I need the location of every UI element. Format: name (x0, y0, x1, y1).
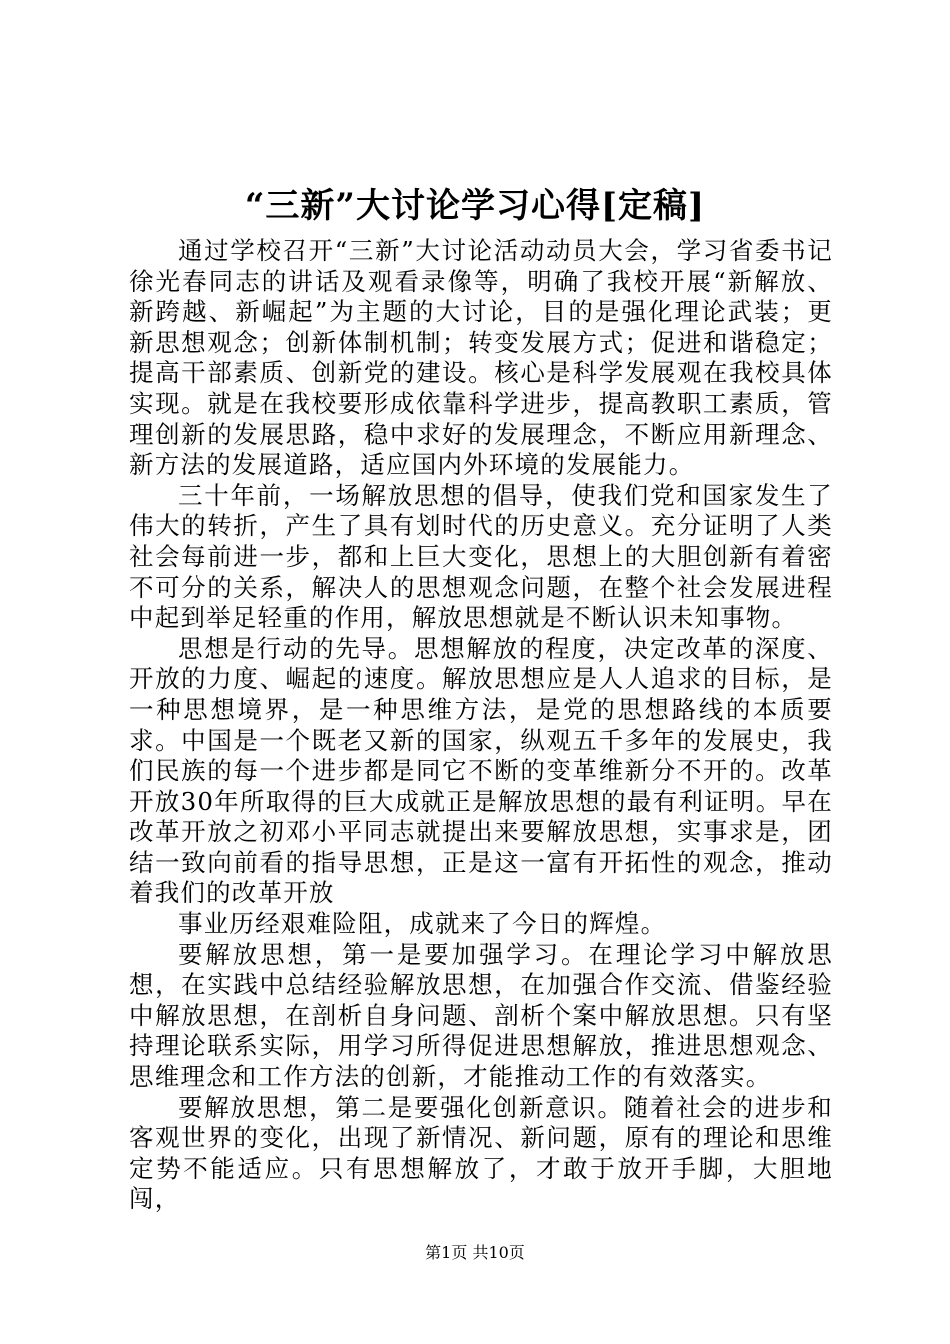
paragraph-1: 通过学校召开“三新”大讨论活动动员大会，学习省委书记徐光春同志的讲话及观看录像等，明确了我校开展“新解放、新跨越、新崛起”为主题的大讨论，目的是强化理论武装；更新思想观念；创新体制机制；转变发展方式；促进和谐稳定；提高干部素质、创新党的建设。核心是科学发展观在我校具体实现。就是在我校要形成依靠科学进步，提高教职工素质，管理创新的发展思路，稳中求好的发展理念，不断应用新理念、新方法的发展道路，适应国内外环境的发展能力。 (129, 236, 833, 480)
paragraph-5: 要解放思想，第一是要加强学习。在理论学习中解放思想，在实践中总结经验解放思想，在加强合作交流、借鉴经验中解放思想，在剖析自身问题、剖析个案中解放思想。只有坚持理论联系实际，用学习所得促进思想解放，推进思想观念、思维理念和工作方法的创新，才能推动工作的有效落实。 (129, 939, 833, 1092)
page-footer (0, 1243, 950, 1263)
document-title: “三新”大讨论学习心得[定稿] (244, 186, 706, 226)
page-indicator: 第1页 共10页 (425, 1243, 525, 1262)
paragraph-6: 要解放思想，第二是要强化创新意识。随着社会的进步和客观世界的变化，出现了新情况、新问题，原有的理论和思维定势不能适应。只有思想解放了，才敢于放开手脚，大胆地闯， (129, 1092, 833, 1214)
paragraph-3: 思想是行动的先导。思想解放的程度，决定改革的深度、开放的力度、崛起的速度。解放思想应是人人追求的目标，是一种思想境界，是一种思维方法，是党的思想路线的本质要求。中国是一个既老又新的国家，纵观五千多年的发展史，我们民族的每一个进步都是同它不断的变革维新分不开的。改革开放30年所取得的巨大成就正是解放思想的最有利证明。早在改革开放之初邓小平同志就提出来要解放思想，实事求是，团结一致向前看的指导思想，正是这一富有开拓性的观念，推动着我们的改革开放 (129, 633, 833, 908)
paragraph-2: 三十年前，一场解放思想的倡导，使我们党和国家发生了伟大的转折，产生了具有划时代的历史意义。充分证明了人类社会每前进一步，都和上巨大变化，思想上的大胆创新有着密不可分的关系，解决人的思想观念问题，在整个社会发展进程中起到举足轻重的作用，解放思想就是不断认识未知事物。 (129, 480, 833, 633)
document-body (129, 236, 833, 1215)
paragraph-4: 事业历经艰难险阻，成就来了今日的辉煌。 (178, 909, 667, 939)
